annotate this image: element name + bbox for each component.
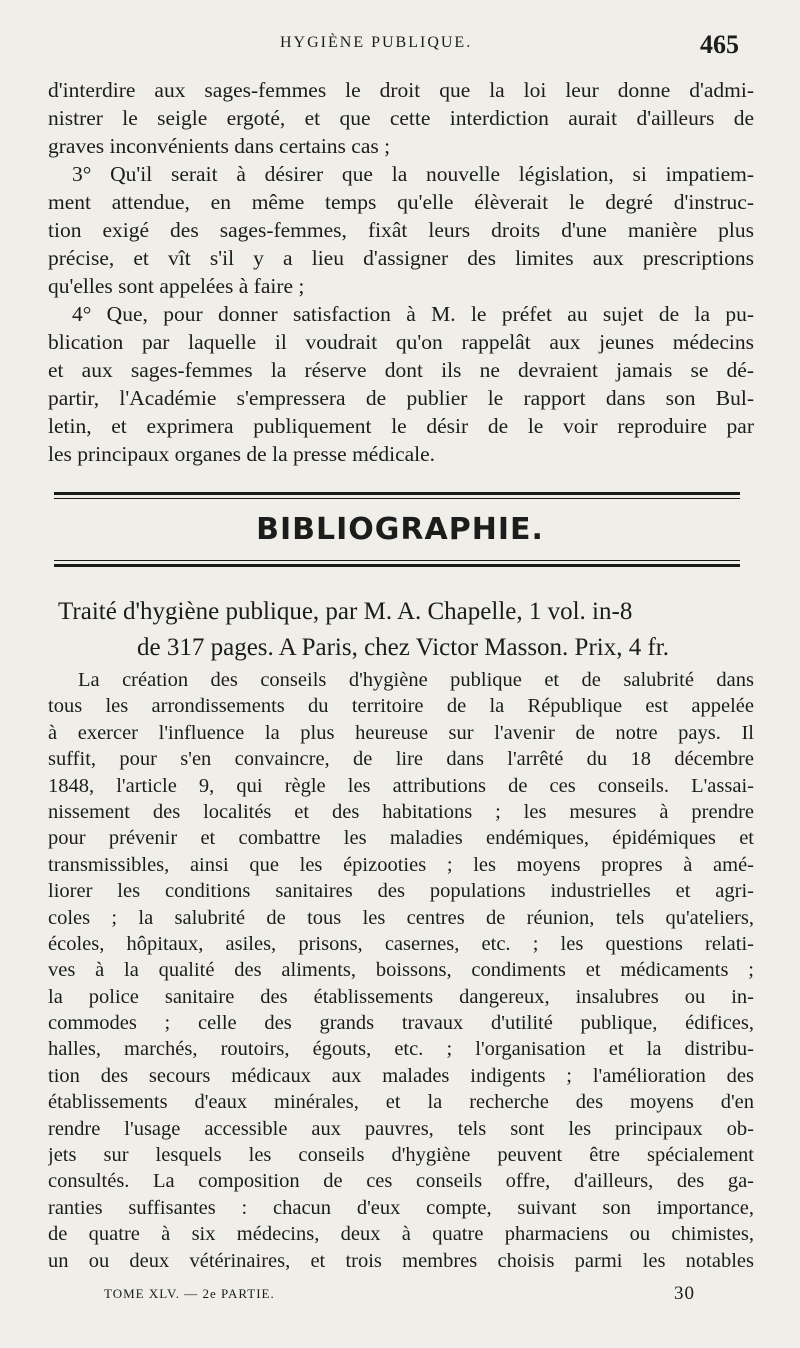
- text-line: les principaux organes de la presse médicale.: [48, 442, 436, 466]
- text-line: d'interdire aux sages-femmes le droit que la loi leur donne d'admi-: [48, 78, 754, 102]
- review-body: [48, 667, 754, 1274]
- section-rule-bottom-thin: [54, 560, 740, 561]
- text-line: la police sanitaire des établissements dangereux, insalubres ou in-: [48, 985, 754, 1008]
- section-rule-bottom-thick: [54, 564, 740, 567]
- review-title-line: Traité d'hygiène publique, par M. A. Chapelle, 1 vol. in-8: [58, 598, 633, 625]
- text-line: rendre l'usage accessible aux pauvres, tels sont les principaux ob-: [48, 1117, 754, 1140]
- text-line: transmissibles, ainsi que les épizooties ; les moyens propres à amé-: [48, 853, 754, 876]
- text-line: 4° Que, pour donner satisfaction à M. le préfet au sujet de la pu-: [72, 302, 754, 326]
- running-title: HYGIÈNE PUBLIQUE.: [280, 34, 473, 51]
- section-rule-top-thin: [54, 498, 740, 499]
- text-line: suffit, pour s'en convaincre, de lire dans l'arrêté du 18 décembre: [48, 748, 754, 771]
- text-line: qu'elles sont appelées à faire ;: [48, 274, 305, 298]
- text-line: pour prévenir et combattre les maladies endémiques, épidémiques et: [48, 827, 754, 850]
- text-line: ves à la qualité des aliments, boissons, condiments et médicaments ;: [48, 959, 754, 982]
- text-line: et aux sages-femmes la réserve dont ils ne devraient jamais se dé-: [48, 358, 754, 382]
- text-line: jets sur lesquels les conseils d'hygiène peuvent être spécialement: [48, 1144, 754, 1167]
- text-line: letin, et exprimera publiquement le désir de le voir reproduire par: [48, 414, 754, 438]
- volume-label: TOME XLV. — 2e PARTIE.: [104, 1286, 275, 1301]
- signature-mark: 30: [674, 1283, 695, 1304]
- text-line: commodes ; celle des grands travaux d'utilité publique, édifices,: [48, 1012, 754, 1035]
- text-line: 3° Qu'il serait à désirer que la nouvelle législation, si impatiem-: [72, 162, 754, 186]
- text-line: à exercer l'influence la plus heureuse sur l'avenir de notre pays. Il: [48, 721, 754, 744]
- text-line: précise, et vît s'il y a lieu d'assigner des limites aux prescriptions: [48, 246, 754, 270]
- text-line: établissements d'eaux minérales, et la recherche des moyens d'en: [48, 1091, 754, 1114]
- text-line: de quatre à six médecins, deux à quatre pharmaciens ou chimistes,: [48, 1223, 754, 1246]
- section-heading: BIBLIOGRAPHIE.: [256, 512, 544, 547]
- text-line: tion des secours médicaux aux malades indigents ; l'amélioration des: [48, 1064, 754, 1087]
- text-line: La création des conseils d'hygiène publique et de salubrité dans: [78, 669, 754, 691]
- review-title-line: de 317 pages. A Paris, chez Victor Masson. Prix, 4 fr.: [137, 634, 669, 661]
- page-number: 465: [700, 30, 739, 59]
- report-conclusions: [48, 76, 754, 468]
- section-rule-top-thick: [54, 492, 740, 495]
- text-line: liorer les conditions sanitaires des populations industrielles et agri-: [48, 880, 754, 903]
- text-line: coles ; la salubrité de tous les centres de réunion, tels qu'ateliers,: [48, 906, 754, 929]
- text-line: nistrer le seigle ergoté, et que cette interdiction aurait d'ailleurs de: [48, 106, 754, 130]
- text-line: ment attendue, en même temps qu'elle élèverait le degré d'instruc-: [48, 190, 754, 214]
- text-line: 1848, l'article 9, qui règle les attributions de ces conseils. L'assai-: [48, 774, 754, 797]
- text-line: halles, marchés, routoirs, égouts, etc. ; l'organisation et la distribu-: [48, 1038, 754, 1061]
- text-line: blication par laquelle il voudrait qu'on rappelât aux jeunes médecins: [48, 330, 754, 354]
- text-line: un ou deux vétérinaires, et trois membres choisis parmi les notables: [48, 1249, 754, 1272]
- text-line: ranties suffisantes : chacun d'eux compte, suivant son importance,: [48, 1196, 754, 1219]
- text-line: consultés. La composition de ces conseils offre, d'ailleurs, des ga-: [48, 1170, 754, 1193]
- text-line: écoles, hôpitaux, asiles, prisons, casernes, etc. ; les questions relati-: [48, 932, 754, 955]
- text-line: partir, l'Académie s'empressera de publier le rapport dans son Bul-: [48, 386, 754, 410]
- text-line: nissement des localités et des habitations ; les mesures à prendre: [48, 800, 754, 823]
- text-line: graves inconvénients dans certains cas ;: [48, 134, 391, 158]
- text-line: tous les arrondissements du territoire de la République est appelée: [48, 695, 754, 718]
- running-head: [0, 30, 800, 64]
- review-title: [58, 594, 748, 666]
- text-line: tion exigé des sages-femmes, fixât leurs droits d'une manière plus: [48, 218, 754, 242]
- page-footer: [0, 1283, 800, 1307]
